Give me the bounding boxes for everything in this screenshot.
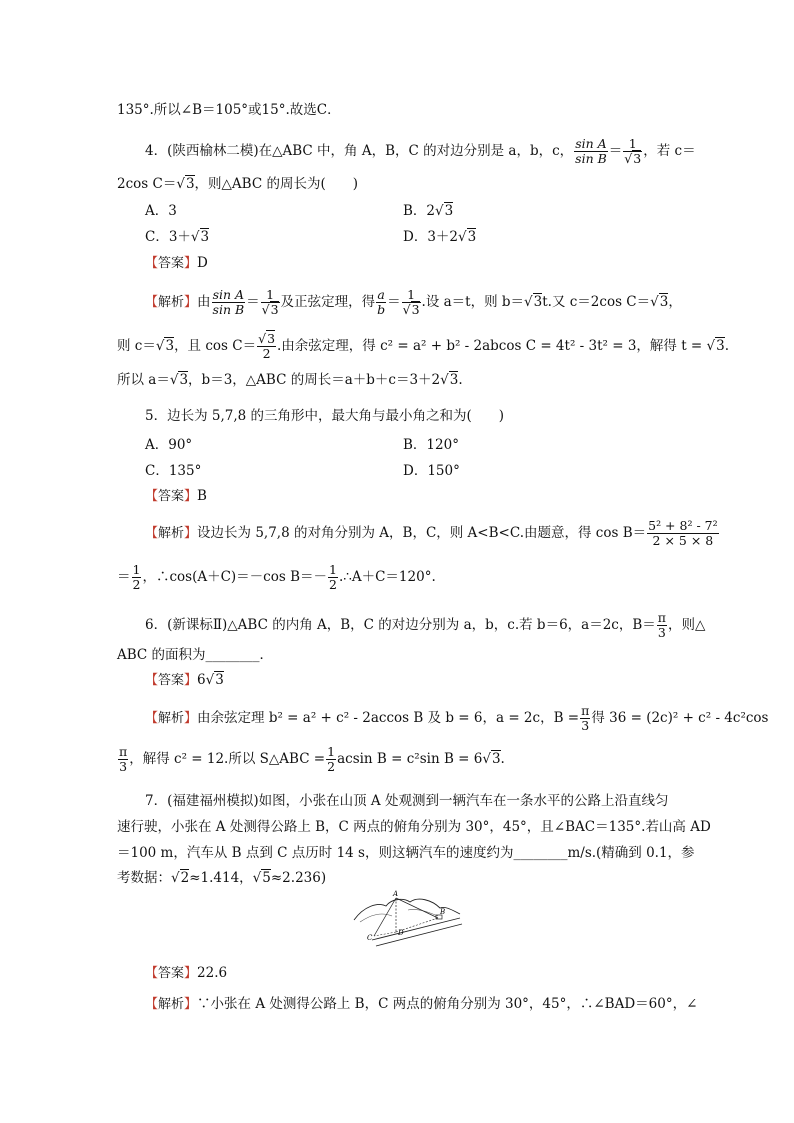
text-line: 135°.所以∠B＝105°或15°.故选C． [117,102,341,118]
road-edge [372,918,460,940]
fraction: $\frac{\pi}{3}$ [657,610,666,640]
question-7-line3: ＝100 m，汽车从 B 点到 C 点历时 14 s，则这辆汽车的速度约为________m/s.(精确到 0.1，参 [117,845,695,861]
label-b: B [440,908,446,916]
fraction: $\frac{1}{2}$ [327,744,336,774]
mountain-shading [360,909,438,922]
fraction: $\frac{1}{2}$ [329,562,337,592]
label-d: D [398,929,404,937]
mountain-road-figure [352,888,464,948]
fraction: $\frac{1}{√3}$ [402,287,420,317]
analysis-4-line1: 【解析】由 $\frac{\text{sin A}}{\text{sin B}}$ ＝ $\frac{1}{√3}$ 及正弦定理，得 $\frac{a}{b}$ ＝ $\frac{1}{√3}$ .设 a＝t，则 b＝√3t.又 c＝2cos C＝√3， [145,287,682,317]
option-b: B．2√3 [403,203,454,219]
road-edge [376,924,462,946]
option-a: A．3 [145,203,177,219]
question-6: 6．(新课标Ⅱ)△ABC 的内角 A，B，C 的对边分别为 a，b，c.若 b＝6，a＝2c，B＝ $\frac{\pi}{3}$ ，则△ [145,610,706,640]
sight-line-c [374,898,396,936]
ground-line-dc [374,932,396,936]
option-c: C．3＋√3 [145,229,210,245]
question-7-line2: 速行驶，小张在 A 处测得公路上 B，C 两点的俯角分别为 30°，45°，且∠BAC＝135°.若山高 AD [117,819,711,835]
question-4: 4．(陕西榆林二模)在△ABC 中，角 A，B，C 的对边分别是 a，b，c， $\frac{\text{sin A}}{\text{sin B}}$ ＝ $\frac{1}{√3}$ ，若 c＝ [145,136,696,166]
analysis-tag: 【解析】 [145,997,198,1012]
fraction: $\frac{\text{5² + 8² - 7²}}{2 \times 5 \times 8}$ [648,518,718,548]
label-a: A [393,890,399,898]
answer-5: 【答案】B [145,488,207,504]
answer-tag: 【答案】 [145,673,198,688]
fraction: $\frac{1}{√3}$ [261,287,279,317]
analysis-5-line1: 【解析】设边长为 5,7,8 的对角分别为 A，B，C，则 A<B<C.由题意，得 cos B＝ $\frac{\text{5² + 8² - 7²}}{2 \times 5 \times 8}$ [145,518,718,548]
answer-7: 【答案】22.6 [145,965,228,981]
fraction: $\frac{\pi}{3}$ [119,744,128,774]
analysis-4-line3: 所以 a＝√3，b＝3，△ABC 的周长＝a＋b＋c＝3＋2√3. [117,372,463,388]
analysis-6-line2: $\frac{\pi}{3}$ ，解得 c² = 12.所以 S△ABC = $\frac{1}{2}$ acsin B = c²sin B = 6√3. [119,744,505,774]
option-b: B．120° [403,437,459,453]
answer-tag: 【答案】 [145,256,198,271]
option-c: C．135° [145,463,202,479]
fraction: $\frac{\text{sin A}}{\text{sin B}}$ [212,287,245,317]
question-7-line4: 考数据：√2≈1.414，√5≈2.236) [117,870,327,886]
fraction: $\frac{a}{b}$ [377,287,386,317]
answer-6: 【答案】6√3 [145,672,224,688]
sight-line-b [396,898,438,918]
option-d: D．150° [403,463,460,479]
analysis-6-line1: 【解析】由余弦定理 b² = a² + c² - 2accos B 及 b = 6，a = 2c，B = $\frac{\pi}{3}$ 得 36 = (2c)² + c² - 4c²cos [145,703,769,733]
analysis-tag: 【解析】 [145,526,198,541]
analysis-tag: 【解析】 [145,295,198,310]
analysis-tag: 【解析】 [145,711,198,726]
fraction: $\frac{1}{√3}$ [624,136,642,166]
answer-4: 【答案】D [145,255,208,271]
question-5: 5．边长为 5,7,8 的三角形中，最大角与最小角之和为( ) [145,408,505,424]
question-7-line1: 7．(福建福州模拟)如图，小张在山顶 A 处观测到一辆汽车在一条水平的公路上沿直线匀 [145,793,669,809]
analysis-7: 【解析】∵小张在 A 处测得公路上 B，C 两点的俯角分别为 30°，45°，∴∠BAD＝60°，∠ [145,996,698,1012]
question-4-line2: 2cos C＝√3，则△ABC 的周长为( ) [117,176,358,192]
answer-tag: 【答案】 [145,489,198,504]
analysis-5-line2: ＝ $\frac{1}{2}$ ，∴cos(A＋C)＝－cos B＝－ $\frac{1}{2}$ .∴A＋C＝120°. [117,562,436,592]
fraction: $\frac{\pi}{3}$ [581,703,590,733]
option-a: A．90° [145,437,193,453]
question-6-line2: ABC 的面积为________． [117,647,274,663]
fraction: $\frac{\text{sin A}}{\text{sin B}}$ [575,136,607,166]
answer-tag: 【答案】 [145,966,198,981]
analysis-4-line2: 则 c＝√3，且 cos C＝ $\frac{√3}{2}$ .由余弦定理，得 c² = a² + b² - 2abcos C = 4t² - 3t² = 3，解得 t = √3. [117,331,730,361]
label-c: C [367,934,373,942]
fraction: $\frac{1}{2}$ [132,562,141,592]
option-d: D．3＋2√3 [403,229,477,245]
fraction: $\frac{√3}{2}$ [258,331,276,361]
